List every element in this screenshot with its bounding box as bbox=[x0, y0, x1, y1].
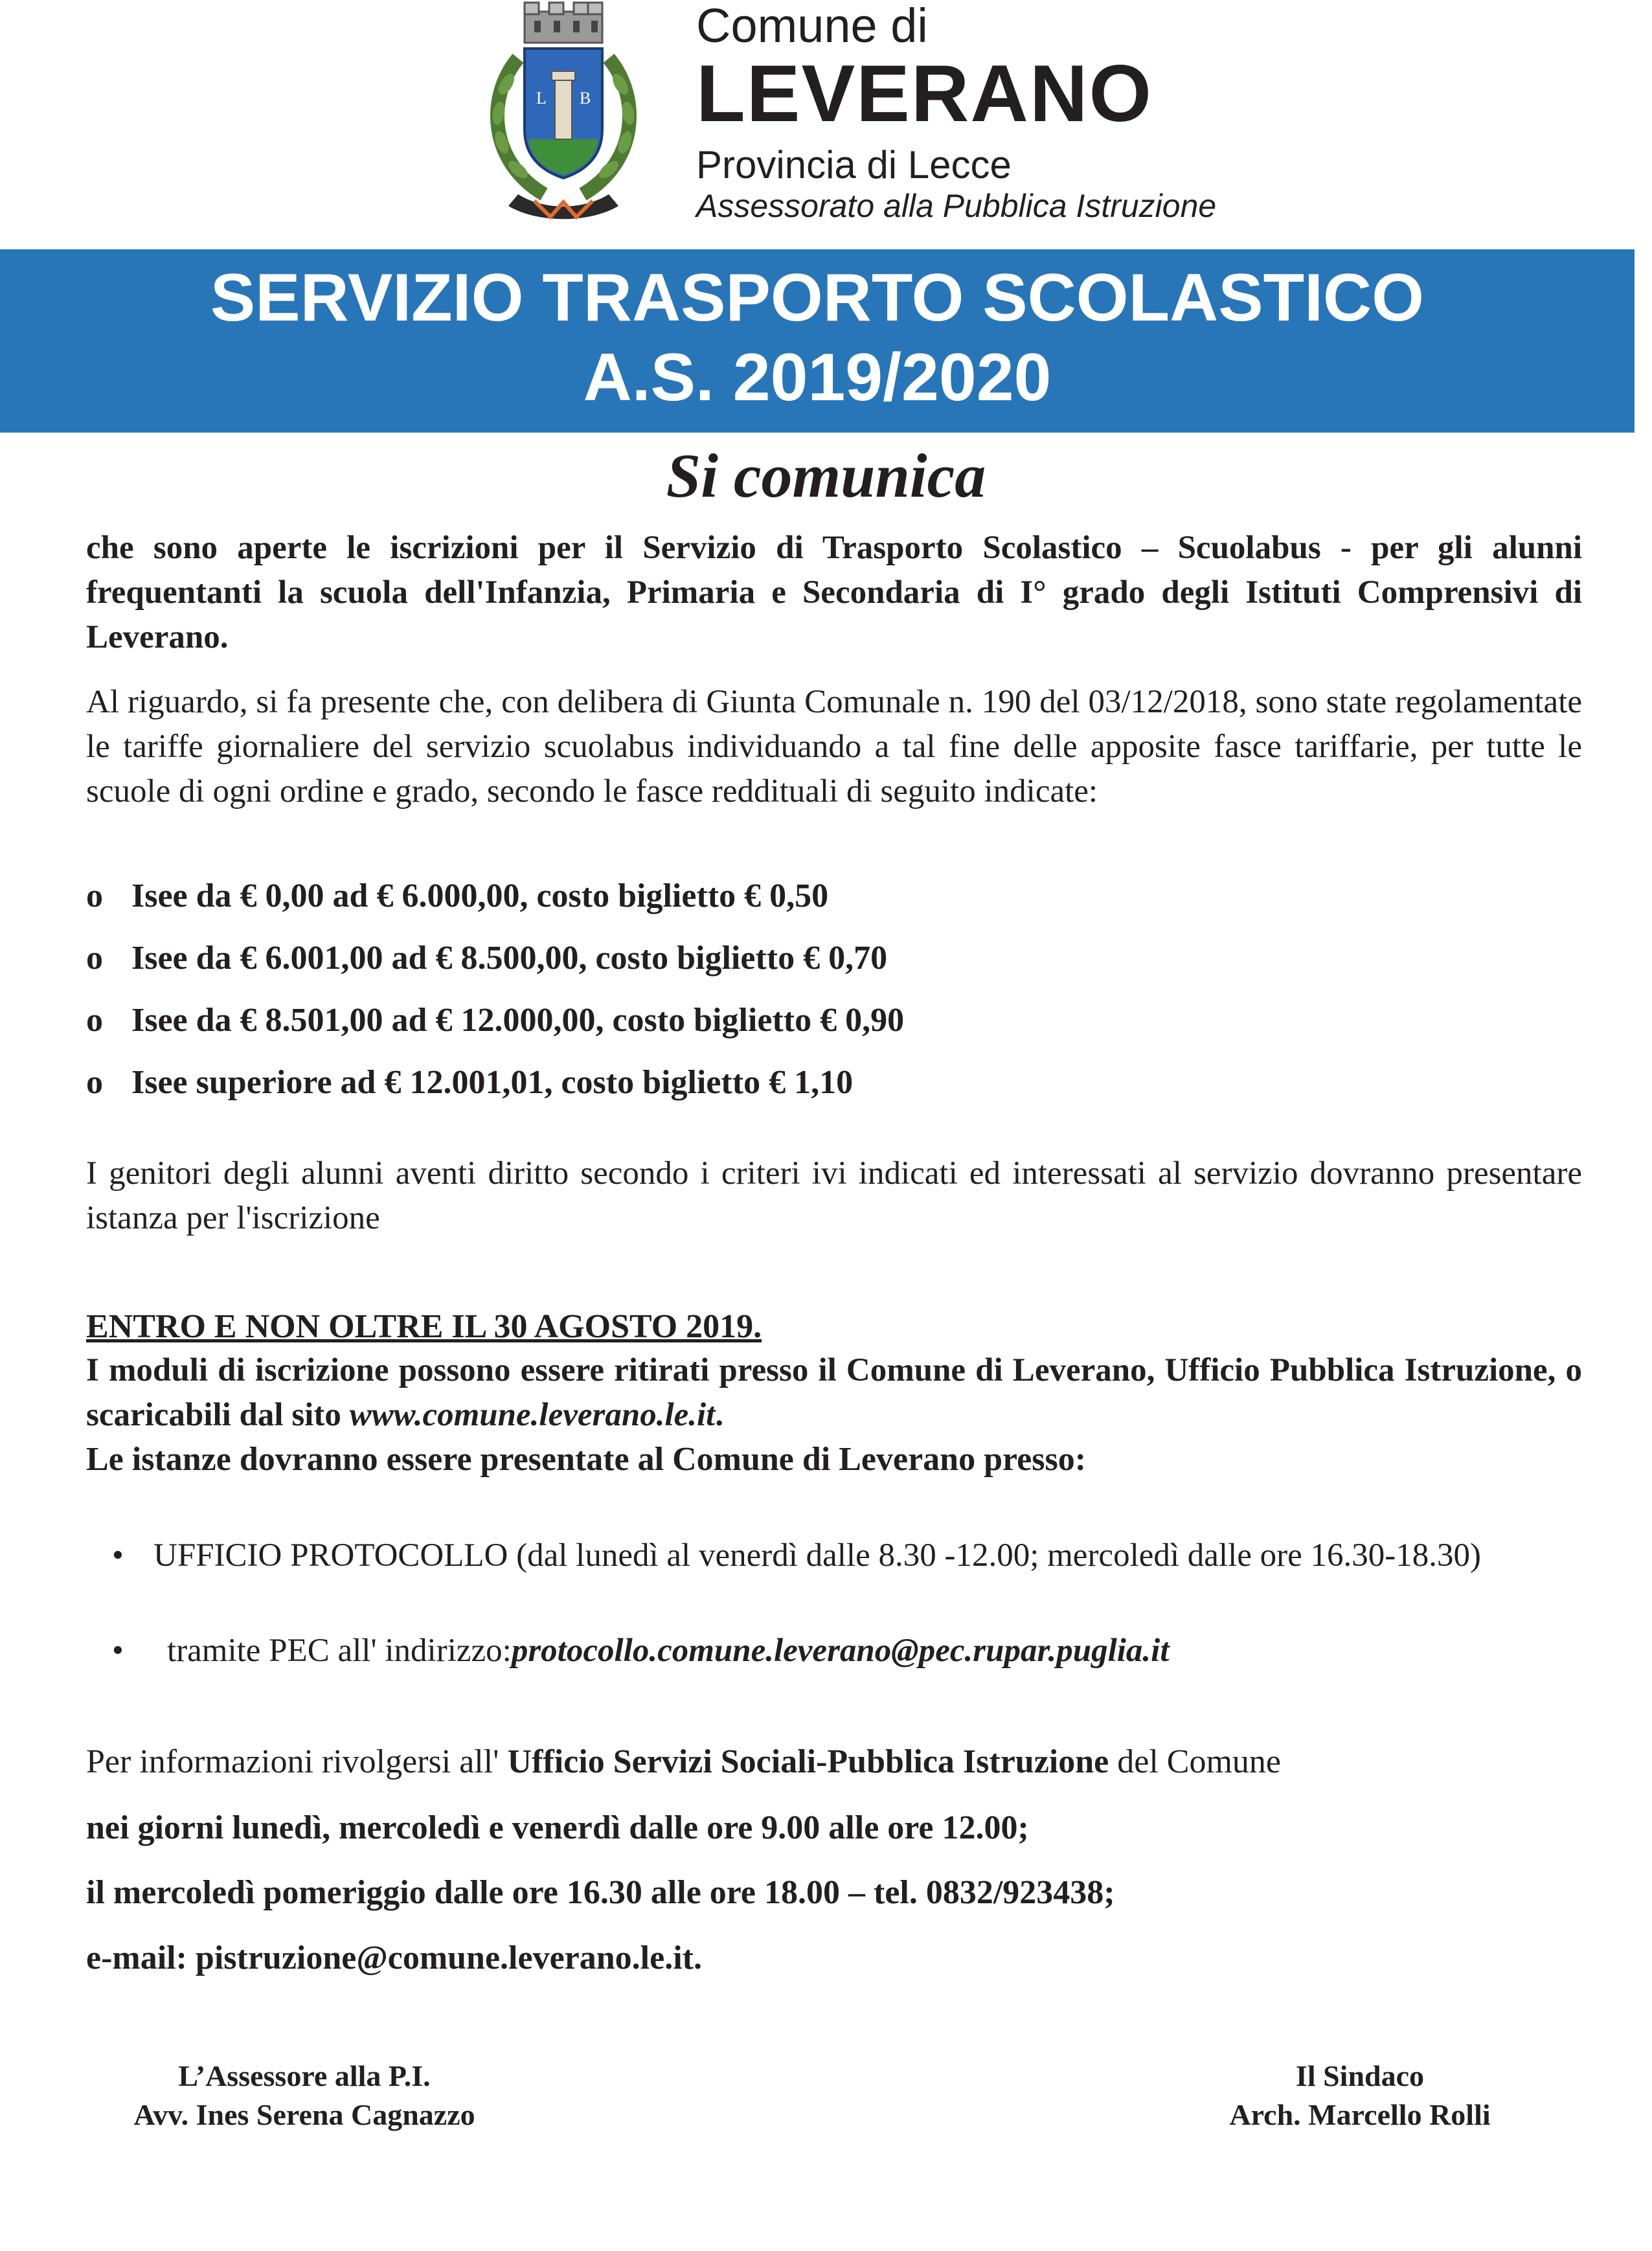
delibera-paragraph: Al riguardo, si fa presente che, con delibera di Giunta Comunale n. 190 del 03/12/2018, sono state regolamentate le tariffe giornaliere del servizio scuolabus individuando a tal fine delle apposite fasce tariffarie, per tutte le scuole di ogni ordine e grado, secondo le fasce reddituali di seguito indicate: bbox=[86, 684, 1582, 809]
website-link[interactable]: www.comune.leverano.le.it bbox=[349, 1397, 716, 1433]
tariff-bullet: o bbox=[86, 877, 103, 914]
assessorato-label: Assessorato alla Pubblica Istruzione bbox=[696, 188, 1217, 224]
banner-title: SERVIZIO TRASPORTO SCOLASTICO bbox=[210, 260, 1425, 335]
info-afternoon: il mercoledì pomeriggio dalle ore 16.30 alle ore 18.00 – tel. 0832/923438; bbox=[86, 1874, 1115, 1911]
tariff-item bbox=[86, 939, 887, 978]
tariff-item bbox=[86, 1001, 904, 1040]
tariff-item bbox=[86, 877, 828, 916]
signature-assessore bbox=[91, 2057, 518, 2134]
bullet-dot: • bbox=[112, 1633, 124, 1669]
moduli-paragraph bbox=[86, 1348, 1582, 1438]
option-protocollo-text: UFFICIO PROTOCOLLO (dal lunedì al venerdì dalle 8.30 -12.00; mercoledì dalle ore 16.30-18.30) bbox=[153, 1537, 1481, 1574]
tariff-bullet: o bbox=[86, 1002, 103, 1039]
comune-label: Comune di bbox=[696, 0, 928, 52]
signature-sindaco bbox=[1179, 2057, 1541, 2134]
option-pec bbox=[86, 1629, 1582, 1673]
pec-prefix: tramite PEC all' indirizzo: bbox=[167, 1633, 512, 1669]
option-protocollo bbox=[86, 1533, 1582, 1578]
heading-si-comunica: Si comunica bbox=[666, 441, 986, 510]
info-days: nei giorni lunedì, mercoledì e venerdì dalle ore 9.00 alle ore 12.00; bbox=[86, 1809, 1029, 1846]
tariff-text: Isee superiore ad € 12.001,01, costo biglietto € 1,10 bbox=[131, 1064, 854, 1101]
genitori-paragraph: I genitori degli alunni aventi diritto secondo i criteri ivi indicati ed interessati al servizio dovranno presentare istanza per l'iscrizione bbox=[86, 1155, 1582, 1236]
deadline: ENTRO E NON OLTRE IL 30 AGOSTO 2019. bbox=[86, 1308, 762, 1345]
tariff-text: Isee da € 6.001,00 ad € 8.500,00, costo biglietto € 0,70 bbox=[131, 940, 888, 977]
info-office: Ufficio Servizi Sociali-Pubblica Istruzione bbox=[507, 1743, 1109, 1780]
tariff-bullet: o bbox=[86, 1064, 103, 1101]
title-banner bbox=[0, 249, 1635, 433]
tariff-text: Isee da € 8.501,00 ad € 12.000,00, costo biglietto € 0,90 bbox=[131, 1002, 905, 1039]
info-email: e-mail: pistruzione@comune.leverano.le.it. bbox=[86, 1940, 702, 1976]
info-before: Per informazioni rivolgersi all' bbox=[86, 1743, 508, 1780]
istanze-label: Le istanze dovranno essere presentate al Comune di Leverano presso: bbox=[86, 1441, 1087, 1478]
moduli-end: . bbox=[715, 1397, 724, 1433]
bullet-dot: • bbox=[112, 1537, 124, 1574]
crest-letter-b: B bbox=[580, 89, 591, 107]
banner-year: A.S. 2019/2020 bbox=[583, 340, 1052, 415]
intro-paragraph: che sono aperte le iscrizioni per il Servizio di Trasporto Scolastico – Scuolabus - per gli alunni frequentanti la scuola dell'Infanzia, Primaria e Secondaria di I° grado degli Istituti Comprensivi di Leverano. bbox=[86, 530, 1582, 655]
sindaco-title: Il Sindaco bbox=[1295, 2059, 1425, 2092]
crest-letter-l: L bbox=[536, 89, 547, 107]
city-name: LEVERANO bbox=[696, 49, 1153, 139]
tariff-text: Isee da € 0,00 ad € 6.000,00, costo biglietto € 0,50 bbox=[131, 877, 829, 914]
sindaco-name: Arch. Marcello Rolli bbox=[1229, 2098, 1491, 2131]
assessore-name: Avv. Ines Serena Cagnazzo bbox=[133, 2098, 475, 2131]
info-line bbox=[86, 1742, 1281, 1782]
assessore-title: L’Assessore alla P.I. bbox=[178, 2059, 431, 2092]
moduli-text: I moduli di iscrizione possono essere ritirati presso il Comune di Leverano, Ufficio Pubblica Istruzione, o scaricabili dal sito bbox=[86, 1352, 1582, 1433]
pec-address-link[interactable]: protocollo.comune.leverano@pec.rupar.puglia.it bbox=[511, 1633, 1170, 1669]
provincia-label: Provincia di Lecce bbox=[696, 143, 1012, 187]
info-after: del Comune bbox=[1109, 1743, 1281, 1780]
tariff-item bbox=[86, 1063, 853, 1102]
tariff-bullet: o bbox=[86, 940, 103, 977]
crest-logo bbox=[473, 0, 654, 227]
